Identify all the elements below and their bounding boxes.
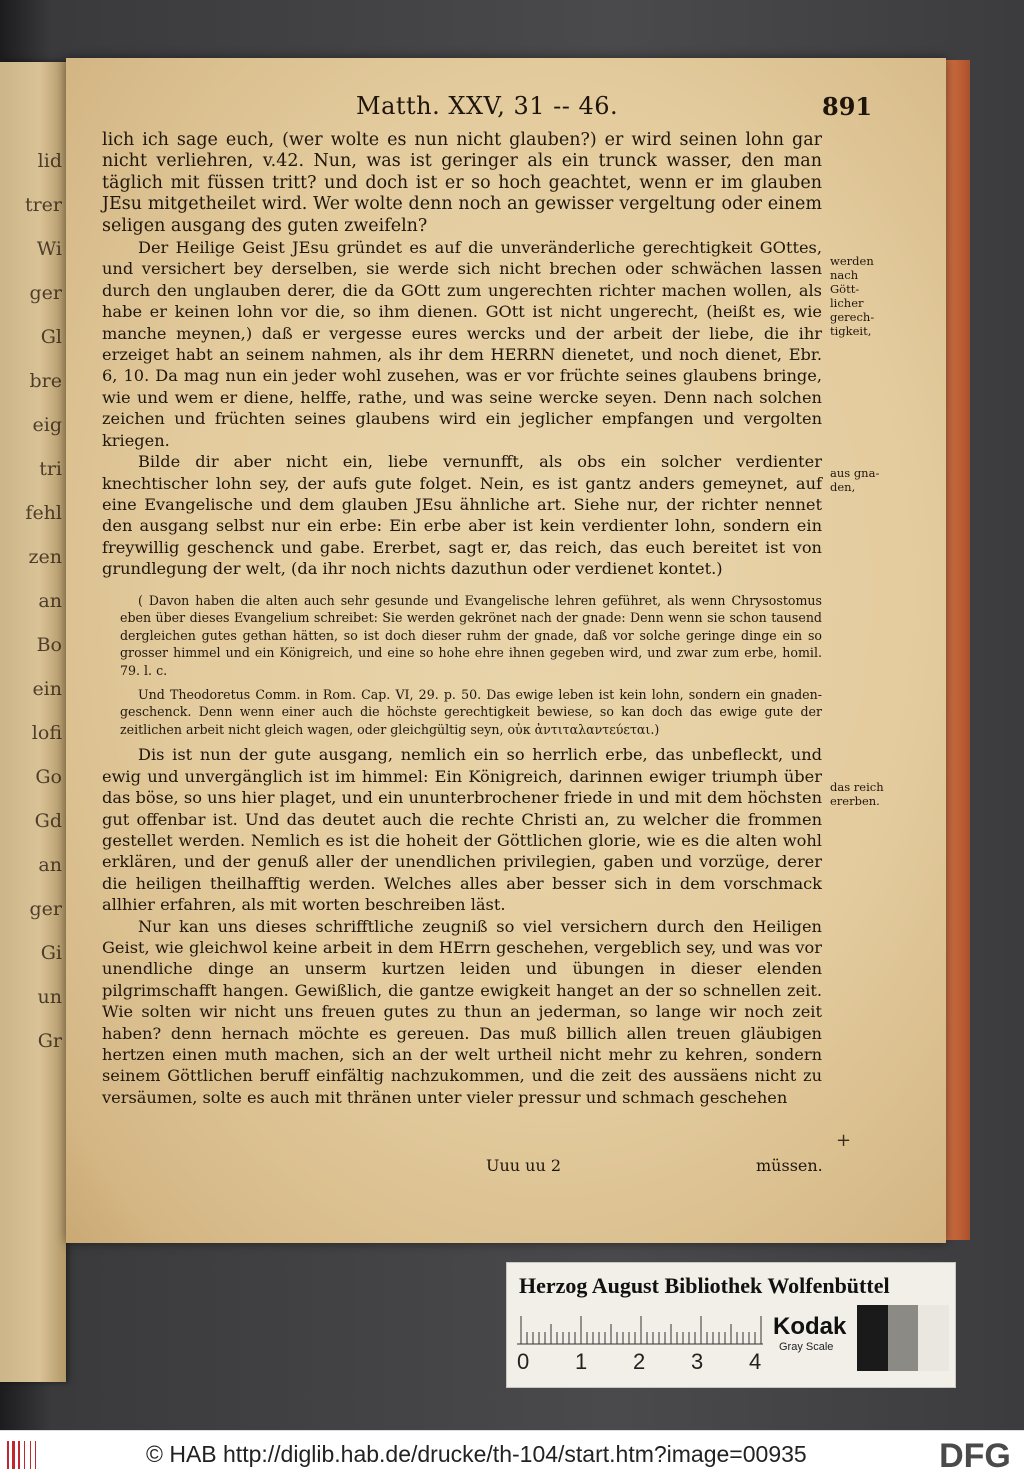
margin-note: das reich ererben. <box>830 780 884 808</box>
fragment-text: bre <box>29 370 62 392</box>
fragment-text: lofi <box>31 722 62 744</box>
gray-step <box>857 1305 888 1371</box>
margin-note: werden nach Gött- licher gerech- tigkeit, <box>830 254 875 338</box>
dfg-logo-icon <box>932 1437 1018 1473</box>
fragment-text: fehl <box>25 502 62 524</box>
margin-note: aus gna- den, <box>830 466 880 494</box>
paragraph: Nur kan uns dieses schrifftliche zeugniß so viel versichern durch den Heiligen Geist, wie gleichwol keine arbeit in dem HErrn geschehen, vergeblich sey, und was vor unendliche dinge an unserm kurtzen leiden und übungen in dieser elenden pilgrimschafft hangen. Gewißlich, die gantze ewigkeit hanget an der so schnellen zeit. Wie solten wir nicht uns freuen gutes zu thun an jederman, so lange wir noch zeit haben? denn hernach möchte es gereuen. Das muß billich allen treuen gläubigen hertzen einen muth machen, sich an der welt urtheil nicht mehr zu kehren, sondern seinem Göttlichen beruff einfältig nachzukommen, und die zeit des aussäens nicht zu versäumen, solte es auch mit thränen unter vieler pressur und schmach geschehen <box>102 916 822 1107</box>
fragment-text: lid <box>37 150 62 172</box>
paragraph: Dis ist nun der gute ausgang, nemlich ein so herrlich erbe, das unbefleckt, und ewig und unvergänglich ist im himmel: Ein Königreich, darinnen ewiger triumph über das böse, so uns hier plaget, und ein ununterbrochener friede in und mit dem höchsten gut offenbar ist. Und das deutet auch die rechte Christi an, zu welcher die frommen gestellet werden. Nemlich es ist die hoheit der Göttlichen glorie, wie es die alten wohl erklären, und der genuß aller der unendlichen privilegien, gaben und vorzüge, derer die heiligen theilhafftig werden. Welches alles aber besser sich in dem vorschmack allhier erfahren, als mit worten beschreiben läst. <box>102 745 822 915</box>
quotation-block <box>102 592 822 739</box>
fragment-text: Wi <box>36 238 62 260</box>
scale-card-title: Herzog August Bibliothek Wolfenbüttel <box>519 1273 890 1298</box>
footer-bar <box>0 1430 1024 1479</box>
signature-mark: Uuu uu 2 <box>486 1156 562 1175</box>
fragment-text: an <box>38 590 62 612</box>
paragraph: lich ich sage euch, (wer wolte es nun nicht glauben?) er wird seinen lohn gar nicht verliehren, v.42. Nun, was ist geringer als ein trunck wasser, den man täglich mit füssen tritt? und doch ist er so hoch geachtet, wenn er im glauben JEsu mitgetheilet wird. Wer wolte denn noch an gewisser vergeltung oder einem seligen ausgang des guten zweifeln? <box>102 130 822 236</box>
fragment-text: eig <box>32 414 62 436</box>
quote-paragraph: Und Theodoretus Comm. in Rom. Cap. VI, 29. p. 50. Das ewige leben ist kein lohn, sondern ein gnaden-geschenck. Denn wenn einer auch die höchste gerechtigkeit bewiese, so kan doch das ewige gute der zeitlichen arbeit nicht gleich wagen, oder gleichgültig seyn, οὐκ ἀντιταλαντεύεται.) <box>120 686 822 737</box>
fragment-text: an <box>38 854 62 876</box>
fragment-text: trer <box>24 194 62 216</box>
previous-page-fragment <box>0 62 66 1382</box>
book-page <box>66 58 946 1243</box>
ruler-number: 0 <box>517 1349 530 1374</box>
page-number: 891 <box>822 92 873 121</box>
ruler-number: 4 <box>749 1349 762 1374</box>
fragment-text: ger <box>29 282 62 304</box>
ruler-number: 1 <box>575 1349 588 1374</box>
barcode-bar <box>7 1441 9 1469</box>
gray-scale-steps <box>857 1305 949 1371</box>
quote-paragraph: ( Davon haben die alten auch sehr gesunde und Evangelische lehren geführet, als wenn Chrysostomus eben über dieses Evangelium schreibet: Sie werden gekrönet nach der gnade: Denn wenn sie schon tausend dergleichen gutes gethan hätten, so ist doch dieser ruhm der gnade, daß vor solche geringe dinge ein so grosser himmel und ein Königreich, und eine so hohe ehre ihnen gegeben wird, und zwar zum erbe, homil. 79. l. c. <box>120 592 822 678</box>
fragment-text: Gd <box>34 810 62 832</box>
fragment-text: Gr <box>37 1030 62 1052</box>
paragraph: Der Heilige Geist JEsu gründet es auf die unveränderliche gerechtigkeit GOttes, und versichert bey derselben, sie werde sich nicht brechen oder schwächen lassen durch den unglauben derer, die da GOtt zum ungerechten richter machen wollen, als habe er keinen lohn vor die, so ihm dienen. GOtt ist nicht ungerecht, (heißt es, wie manche meynen,) daß er vergesse eures wercks und der arbeit der liebe, die ihr erzeiget habt an seinem nahmen, als ihr dem HERRN dienetet, und noch dienet, Ebr. 6, 10. Da mag nun ein jeder wohl zusehen, was er vor früchte seines glaubens bringe, wie und wem er diene, helffe, rathe, und was seine wercke seyen. Denn nach solchen zeichen und früchten seines glaubens wird ein jeglicher empfangen und vergolten kriegen. <box>102 238 822 450</box>
catchword: müssen. <box>756 1156 823 1175</box>
fragment-text: Go <box>35 766 62 788</box>
gray-step <box>918 1305 949 1371</box>
fragment-text: Gi <box>40 942 62 964</box>
barcode-bar <box>12 1441 15 1469</box>
kodak-subtitle: Gray Scale <box>779 1341 834 1353</box>
fragment-text: ein <box>32 678 62 700</box>
fragment-text: tri <box>39 458 62 480</box>
kodak-brand: Kodak <box>773 1313 847 1340</box>
barcode-icon <box>6 1439 46 1471</box>
barcode-bar <box>35 1441 36 1469</box>
fragment-text: ger <box>29 898 62 920</box>
running-head: Matth. XXV, 31 -- 46. <box>356 92 619 120</box>
fragment-text: un <box>37 986 62 1008</box>
barcode-bar <box>24 1441 25 1469</box>
fragment-text: Gl <box>40 326 62 348</box>
ruler-numbers <box>517 1349 777 1377</box>
barcode-bar <box>18 1441 20 1469</box>
color-scale-card <box>506 1262 956 1388</box>
paragraph: Bilde dir aber nicht ein, liebe vernunfft, als obs ein solcher verdienter knechtischer lohn sey, der aufs gute folget. Nein, es ist gantz anders gemeynet, auf eine Evangelische und dem glauben JEsu ähnliche art. Siehe nur, der richter nennet den ausgang selbst nur ein erbe: Ein erbe aber ist kein verdienter lohn, sondern ein freywillig geschenck und gabe. Ererbet, sagt er, das reich, das euch bereitet ist von grundlegung der welt, (da ihr noch nichts dazuthun oder verdienet kontet.) <box>102 452 822 579</box>
cross-mark: + <box>836 1130 852 1151</box>
barcode-bar <box>30 1441 31 1469</box>
main-text <box>102 130 822 1108</box>
ruler-number: 2 <box>633 1349 646 1374</box>
fragment-text: zen <box>28 546 62 568</box>
ruler <box>517 1315 763 1345</box>
gray-step <box>888 1305 919 1371</box>
ruler-number: 3 <box>691 1349 704 1374</box>
fragment-text: Bo <box>36 634 62 656</box>
copyright-url[interactable]: © HAB http://diglib.hab.de/drucke/th-104/start.htm?image=00935 <box>146 1441 807 1467</box>
dfg-logo-text: DFG <box>939 1437 1011 1473</box>
